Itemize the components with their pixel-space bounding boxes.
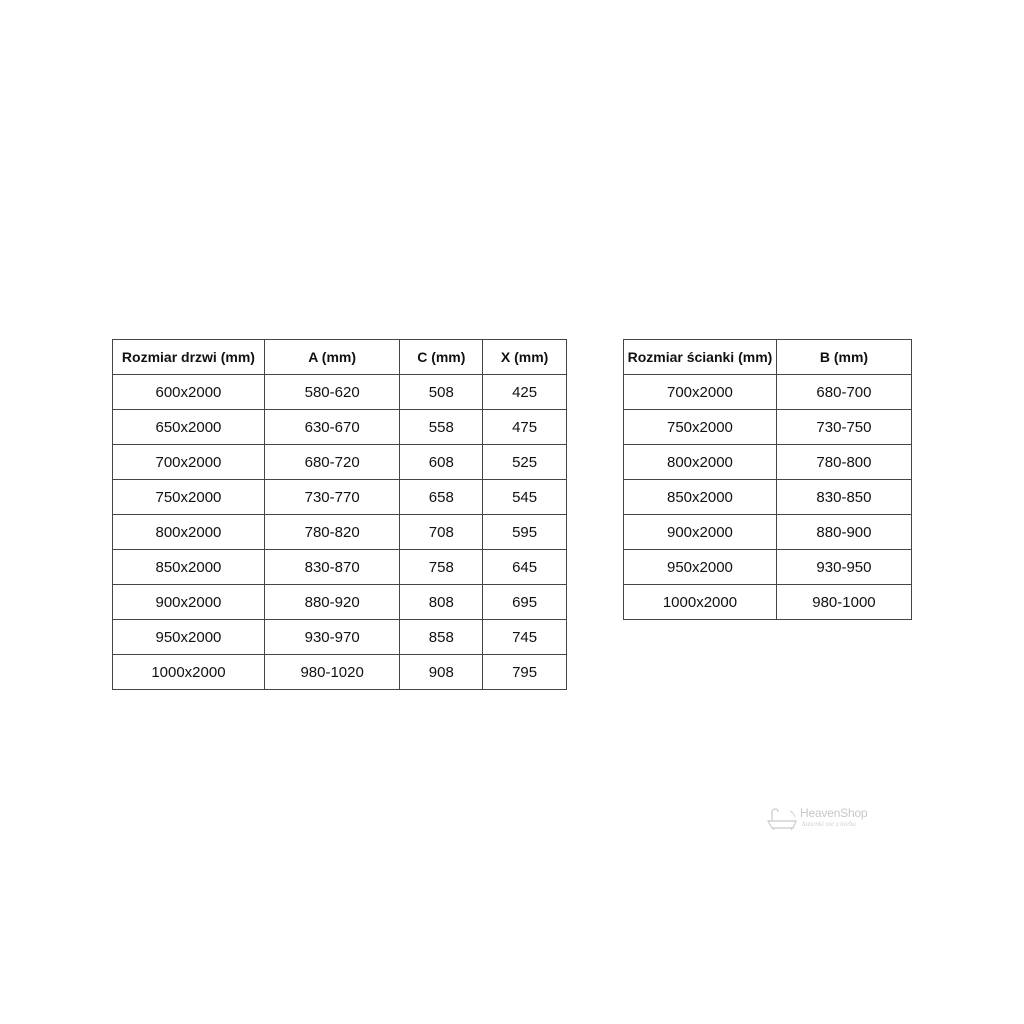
table-cell: 750x2000 — [113, 480, 265, 515]
table-row — [113, 480, 567, 515]
table-row — [624, 550, 912, 585]
table-cell: 645 — [483, 550, 567, 585]
wall-size-table — [623, 339, 912, 620]
column-header: A (mm) — [264, 340, 400, 375]
column-header: C (mm) — [400, 340, 483, 375]
table-row — [113, 375, 567, 410]
table-cell: 950x2000 — [624, 550, 777, 585]
table-cell: 850x2000 — [113, 550, 265, 585]
table-cell: 858 — [400, 620, 483, 655]
table-row — [113, 655, 567, 690]
table-cell: 508 — [400, 375, 483, 410]
watermark-brand: HeavenShop — [800, 806, 868, 820]
table-cell: 680-720 — [264, 445, 400, 480]
table-cell: 608 — [400, 445, 483, 480]
table-cell: 908 — [400, 655, 483, 690]
table-row — [624, 445, 912, 480]
table-cell: 1000x2000 — [624, 585, 777, 620]
table-cell: 745 — [483, 620, 567, 655]
table-row — [624, 410, 912, 445]
watermark-logo — [766, 805, 886, 835]
table-cell: 1000x2000 — [113, 655, 265, 690]
table-cell: 780-800 — [776, 445, 911, 480]
table-cell: 900x2000 — [624, 515, 777, 550]
table-cell: 830-850 — [776, 480, 911, 515]
table-cell: 475 — [483, 410, 567, 445]
watermark-tagline: łazienki nie z nieba — [802, 820, 856, 828]
table-row — [113, 515, 567, 550]
table-row — [113, 550, 567, 585]
table-cell: 830-870 — [264, 550, 400, 585]
table-cell: 650x2000 — [113, 410, 265, 445]
table-row — [113, 410, 567, 445]
column-header: Rozmiar drzwi (mm) — [113, 340, 265, 375]
door-table-body — [113, 375, 567, 690]
table-cell: 980-1000 — [776, 585, 911, 620]
wall-table-body — [624, 375, 912, 620]
table-cell: 950x2000 — [113, 620, 265, 655]
table-header-row — [113, 340, 567, 375]
table-row — [113, 620, 567, 655]
table-cell: 600x2000 — [113, 375, 265, 410]
table-cell: 730-750 — [776, 410, 911, 445]
table-cell: 730-770 — [264, 480, 400, 515]
table-row — [113, 585, 567, 620]
table-cell: 980-1020 — [264, 655, 400, 690]
table-cell: 680-700 — [776, 375, 911, 410]
table-cell: 800x2000 — [113, 515, 265, 550]
table-cell: 708 — [400, 515, 483, 550]
table-cell: 595 — [483, 515, 567, 550]
table-cell: 750x2000 — [624, 410, 777, 445]
bathtub-icon — [766, 807, 798, 831]
table-row — [624, 480, 912, 515]
table-row — [624, 515, 912, 550]
table-cell: 525 — [483, 445, 567, 480]
table-cell: 808 — [400, 585, 483, 620]
table-cell: 558 — [400, 410, 483, 445]
column-header: Rozmiar ścianki (mm) — [624, 340, 777, 375]
table-row — [113, 445, 567, 480]
table-cell: 630-670 — [264, 410, 400, 445]
table-cell: 425 — [483, 375, 567, 410]
table-cell: 758 — [400, 550, 483, 585]
table-cell: 695 — [483, 585, 567, 620]
table-cell: 780-820 — [264, 515, 400, 550]
table-header-row — [624, 340, 912, 375]
table-cell: 795 — [483, 655, 567, 690]
door-size-table — [112, 339, 567, 690]
table-cell: 900x2000 — [113, 585, 265, 620]
column-header: X (mm) — [483, 340, 567, 375]
table-cell: 700x2000 — [624, 375, 777, 410]
table-row — [624, 585, 912, 620]
table-cell: 930-970 — [264, 620, 400, 655]
table-row — [624, 375, 912, 410]
table-cell: 880-900 — [776, 515, 911, 550]
table-cell: 880-920 — [264, 585, 400, 620]
table-cell: 658 — [400, 480, 483, 515]
table-cell: 580-620 — [264, 375, 400, 410]
table-cell: 850x2000 — [624, 480, 777, 515]
column-header: B (mm) — [776, 340, 911, 375]
table-cell: 800x2000 — [624, 445, 777, 480]
table-cell: 930-950 — [776, 550, 911, 585]
table-cell: 545 — [483, 480, 567, 515]
table-cell: 700x2000 — [113, 445, 265, 480]
